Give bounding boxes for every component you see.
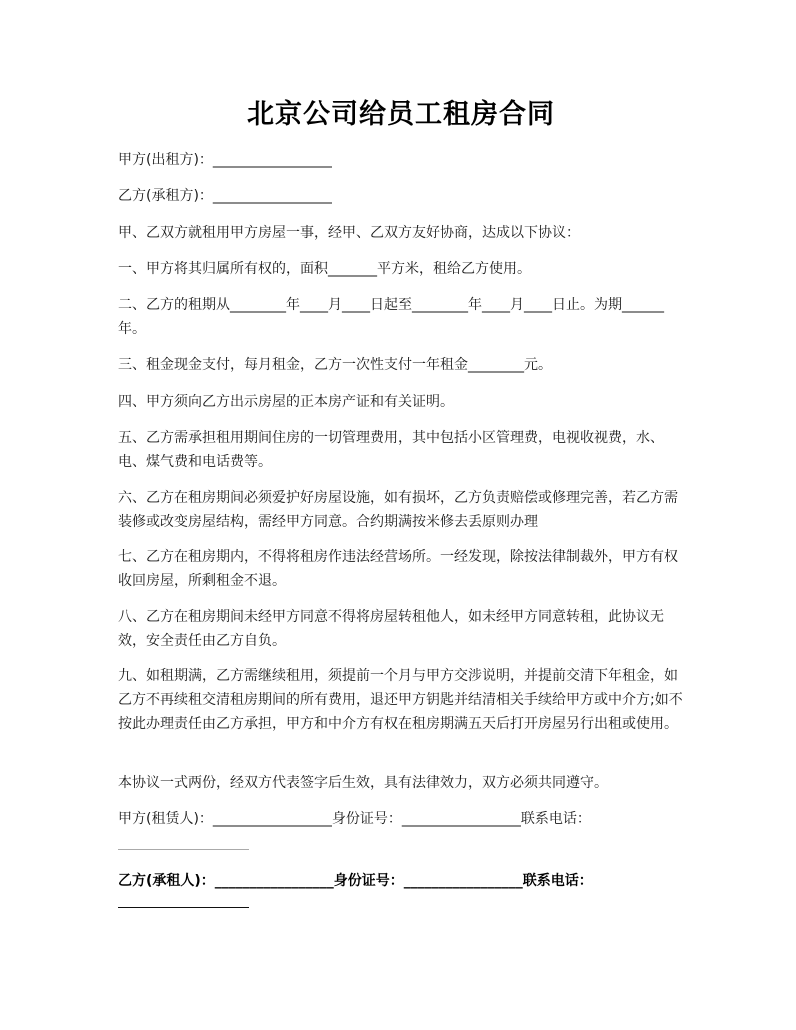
- clause-6: 六、乙方在租房期间必须爱护好房屋设施，如有损坏，乙方负责赔偿或修理完善，若乙方需装修或改变房屋结构，需经甲方同意。合约期满按米修去丢原则办理: [118, 490, 678, 530]
- party-a-signature-line: 甲方(租赁人)：_________________身份证号：_________________联系电话：: [118, 811, 591, 827]
- phone-blank-line: [118, 907, 249, 908]
- clause-1: 一、甲方将其归属所有权的，面积_______平方米，租给乙方使用。: [118, 261, 531, 277]
- phone-blank-line: [118, 849, 249, 850]
- clause-9: 九、如租期满，乙方需继续租用，须提前一个月与甲方交涉说明，并提前交清下年租金，如乙方不再续租交清租房期间的所有费用，退还甲方钥匙并结清相关手续给甲方或中介方;如不按此办理责任由乙方承担，甲方和中介方有权在租房期满五天后打开房屋另行出租或使用。: [118, 668, 683, 732]
- clause-4: 四、甲方须向乙方出示房屋的正本房产证和有关证明。: [118, 394, 454, 410]
- agreement-intro: 甲、乙双方就租用甲方房屋一事，经甲、乙双方友好协商，达成以下协议：: [118, 225, 580, 241]
- party-b-signature-line: 乙方(承租人)：_________________身份证号：_________________联系电话：: [118, 873, 593, 889]
- party-a-lessor-line: 甲方(出租方)：_________________: [118, 152, 332, 168]
- agreement-closing: 本协议一式两份，经双方代表签字后生效，具有法律效力，双方必须共同遵守。: [118, 775, 608, 791]
- clause-2: 二、乙方的租期从________年____月____日起至________年____月____日止。为期______年。: [118, 297, 664, 337]
- clause-3: 三、租金现金支付，每月租金，乙方一次性支付一年租金________元。: [118, 357, 552, 373]
- clause-5: 五、乙方需承担租用期间住房的一切管理费用，其中包括小区管理费，电视收视费，水、电、煤气费和电话费等。: [118, 430, 664, 470]
- clause-7: 七、乙方在租房期内，不得将租房作违法经营场所。一经发现，除按法律制裁外，甲方有权收回房屋，所剩租金不退。: [118, 549, 678, 589]
- party-b-lessee-line: 乙方(承租方)：_________________: [118, 188, 332, 204]
- page-title: 北京公司给员工租房合同: [247, 99, 555, 130]
- clause-8: 八、乙方在租房期间未经甲方同意不得将房屋转租他人，如未经甲方同意转租，此协议无效，安全责任由乙方自负。: [118, 609, 664, 649]
